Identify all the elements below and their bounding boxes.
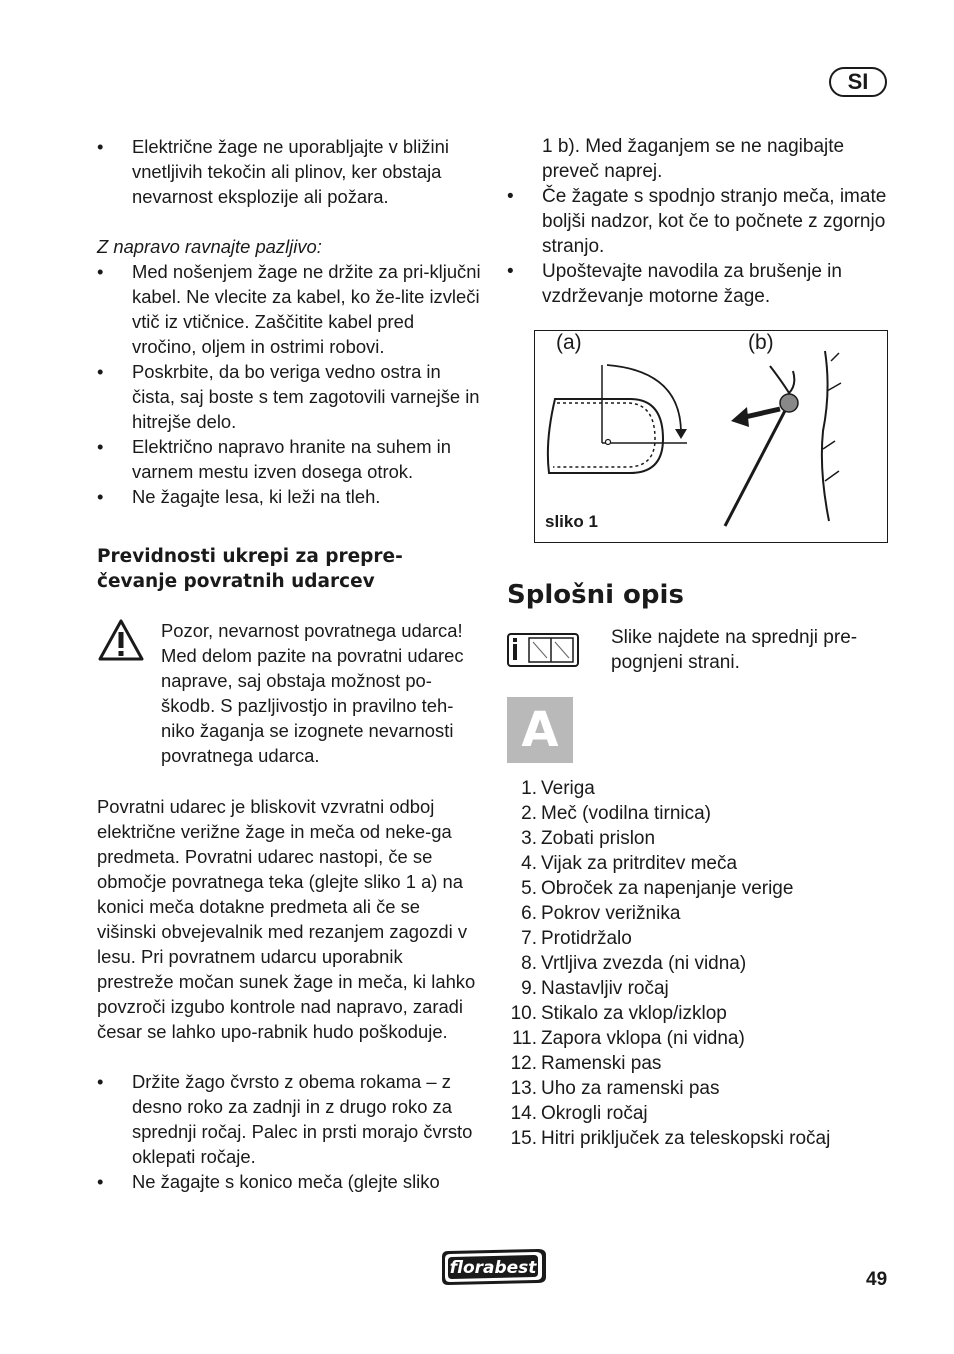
page-number: 49 [866,1269,888,1290]
list-item: 5. Obroček za napenjanje verige [521,878,794,899]
list-item: 9. Nastavljiv ročaj [521,978,669,999]
bullet-list-right [507,184,887,309]
list-item: 13. Uho za ramenski pas [510,1078,720,1099]
left-column [97,134,482,1194]
list-item: • Ne žagajte lesa, ki leži na tleh. [97,484,482,509]
list-item: • Med nošenjem žage ne držite za pri-ključni kabel. Ne vlecite za kabel, ko že-lite izvleči vtič iz vtičnice. Zaščitite kabel pred vročino, oljem in ostrimi robovi. [97,259,482,359]
list-item: 7. Protidržalo [521,928,632,949]
warning-triangle-icon [97,618,145,668]
florabest-logo [438,1245,550,1294]
list-item: 15. Hitri priključek za teleskopski ročaj [510,1128,831,1149]
warning-block [97,618,482,768]
list-item: • Električne žage ne uporabljajte v bližini vnetljivih tekočin ali plinov, ker obstaja nevarnost eksplozije ali požara. [97,134,482,209]
bullet-list-fire [97,134,482,209]
figure-letter-box: A [507,697,573,763]
right-column [507,134,887,1151]
kickback-illustration [535,331,887,542]
info-text: Slike najdete na sprednji pre-pognjeni strani. [611,627,858,673]
list-item: • Upoštevajte navodila za brušenje in vzdrževanje motorne žage. [507,259,887,309]
svg-text:florabest: florabest [449,1258,537,1278]
figure-caption: sliko 1 [545,512,598,531]
figure-label-a: (a) [556,331,582,354]
list-item: 12. Ramenski pas [510,1053,662,1074]
info-book-icon [507,633,579,674]
kickback-heading: Previdnosti ukrepi za prepre-čevanje povratnih udarcev [97,546,403,592]
kickback-figure [534,330,888,543]
list-item: • Če žagate s spodnjo stranjo meča, imate boljši nadzor, kot če to počnete z zgornjo stranjo. [507,184,887,259]
list-item: 1. Veriga [521,778,595,799]
bullet-list-handling [97,1069,482,1194]
list-item: • Ne žagajte s konico meča (glejte sliko [97,1169,482,1194]
list-item: • Električno napravo hranite na suhem in varnem mestu izven dosega otrok. [97,434,482,484]
language-badge: SI [829,67,887,97]
bullet-list-care [97,259,482,509]
list-item: • Držite žago čvrsto z obema rokama – z desno roko za zadnji in z drugo roko za sprednji ročaj. Palec in prsti morajo čvrsto oklepati ročaje. [97,1069,482,1169]
list-item: 6. Pokrov verižnika [521,903,681,924]
list-item: 10. Stikalo za vklop/izklop [510,1003,727,1024]
list-item: 3. Zobati prislon [521,828,656,849]
list-item: 8. Vrtljiva zvezda (ni vidna) [521,953,747,974]
list-item: 4. Vijak za pritrditev meča [521,853,738,874]
list-item: 14. Okrogli ročaj [510,1103,648,1124]
care-title: Z napravo ravnajte pazljivo: [97,236,322,257]
kickback-paragraph: Povratni udarec je bliskovit vzvratni odboj električne verižne žage in meča od neke-ga predmeta. Povratni udarec nastopi, če se območje povratnega teka (glejte sliko 1 a) na konici meča dotakne predmeta ali če se višinski obvejevalnik med rezanjem zagozdi v lesu. Pri povratnem udarcu uporabnik prestreže močan sunek žage in meča, ki lahko povzroči izgubo kontrole nad napravo, zaradi česar se lahko upo-rabnik hudo poškoduje. [97,796,476,1042]
info-row [507,625,887,695]
list-item: 2. Meč (vodilna tirnica) [521,803,711,824]
continuation-text: 1 b). Med žaganjem se ne nagibajte preveč naprej. [542,136,845,182]
list-item: 11. Zapora vklopa (ni vidna) [511,1028,745,1049]
parts-list [507,776,887,1151]
section-title: Splošni opis [507,580,684,610]
warning-text: Pozor, nevarnost povratnega udarca! Med delom pazite na povratni udarec naprave, saj obstaja možnost po-škodb. S pazljivostjo in pravilno teh-niko žaganja se izognete nevarnosti povratnega udarca. [161,620,464,766]
figure-label-b: (b) [748,331,774,354]
list-item: • Poskrbite, da bo veriga vedno ostra in čista, saj boste s tem zagotovili varnejše in hitrejše delo. [97,359,482,434]
